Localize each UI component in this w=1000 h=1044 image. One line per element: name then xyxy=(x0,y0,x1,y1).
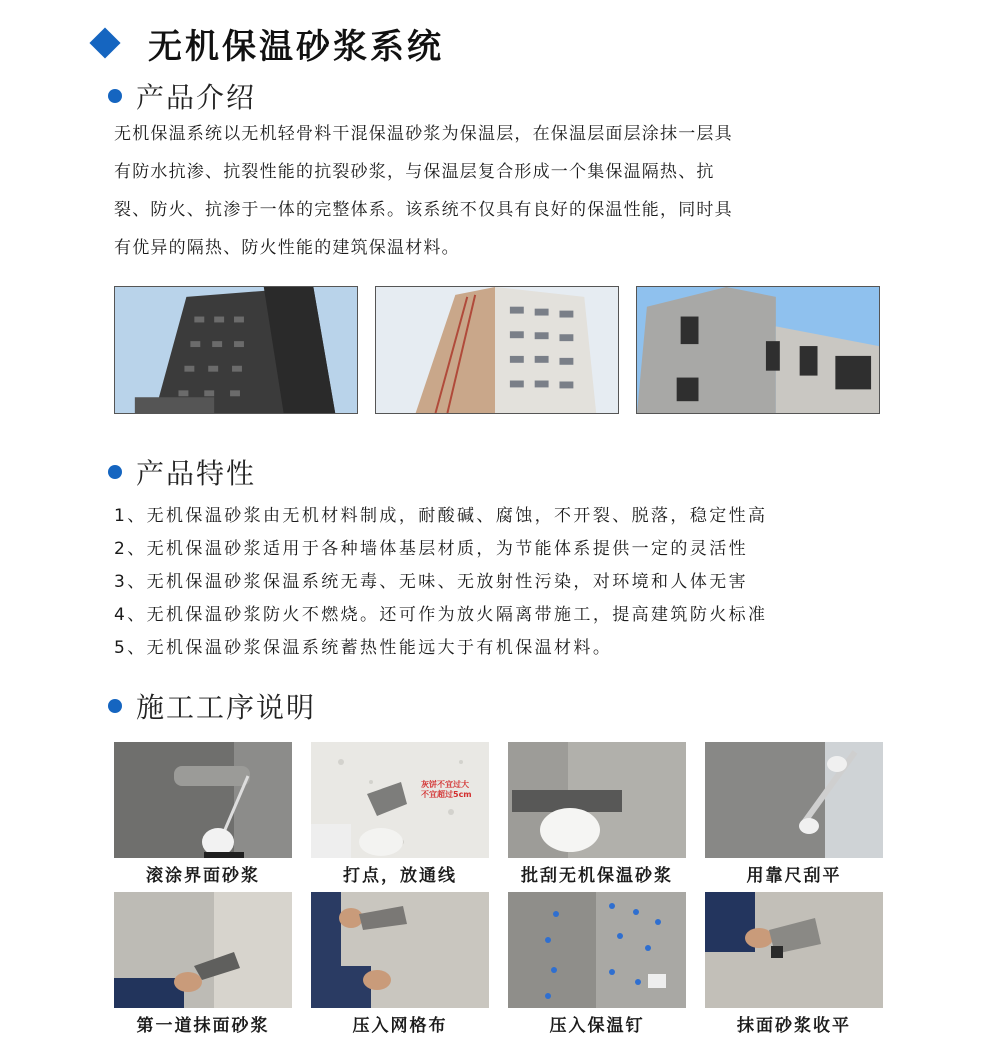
process-step xyxy=(508,892,686,1042)
building-photo-row xyxy=(114,286,880,414)
feature-item: 4、无机保温砂浆防火不燃烧。还可作为放火隔离带施工，提高建筑防火标准 xyxy=(114,605,768,625)
step-photo-mesh xyxy=(311,892,489,1008)
step-label: 抹面砂浆收平 xyxy=(737,1016,851,1036)
intro-line: 裂、防火、抗渗于一体的完整体系。该系统不仅具有良好的保温性能，同时具 xyxy=(114,200,733,220)
section-title: 施工工序说明 xyxy=(136,691,317,724)
step-photo-leveling xyxy=(705,742,883,858)
process-step xyxy=(705,892,883,1042)
feature-item: 5、无机保温砂浆保温系统蓄热性能远大于有机保温材料。 xyxy=(114,638,613,658)
process-step xyxy=(508,742,686,892)
section-title: 产品介绍 xyxy=(136,81,257,114)
building-photo-dark-facade xyxy=(114,286,358,414)
page-title: 无机保温砂浆系统 xyxy=(148,26,444,67)
dot-bullet-icon xyxy=(108,89,122,103)
step-label: 压入网格布 xyxy=(352,1016,448,1036)
process-step xyxy=(114,742,292,892)
dot-bullet-icon xyxy=(108,699,122,713)
step-photo-anchors xyxy=(508,892,686,1008)
feature-item: 1、无机保温砂浆由无机材料制成，耐酸碱、腐蚀，不开裂、脱落，稳定性高 xyxy=(114,506,768,526)
feature-item: 3、无机保温砂浆保温系统无毒、无味、无放射性污染，对环境和人体无害 xyxy=(114,572,749,592)
process-step xyxy=(311,892,489,1042)
dot-bullet-icon xyxy=(108,465,122,479)
step-photo-first-coat xyxy=(114,892,292,1008)
section-heading-intro xyxy=(108,76,256,116)
intro-paragraph xyxy=(114,120,834,272)
photo-annotation: 灰饼不宜过大 不宜超过5cm xyxy=(421,780,472,799)
process-step xyxy=(311,742,489,892)
section-heading-features xyxy=(108,452,256,492)
building-photo-grey-wall xyxy=(636,286,880,414)
step-label: 打点，放通线 xyxy=(343,866,457,886)
section-heading-process xyxy=(108,686,316,726)
step-label: 用靠尺刮平 xyxy=(746,866,842,886)
step-photo-scraping xyxy=(508,742,686,858)
step-photo-finishing xyxy=(705,892,883,1008)
process-step xyxy=(114,892,292,1042)
feature-list xyxy=(114,502,767,667)
step-label: 滚涂界面砂浆 xyxy=(146,866,260,886)
section-title: 产品特性 xyxy=(136,457,257,490)
intro-line: 有防水抗渗、抗裂性能的抗裂砂浆，与保温层复合形成一个集保温隔热、抗 xyxy=(114,162,715,182)
step-photo-dabbing xyxy=(311,742,489,858)
feature-item: 2、无机保温砂浆适用于各种墙体基层材质，为节能体系提供一定的灵活性 xyxy=(114,539,749,559)
building-photo-tower xyxy=(375,286,619,414)
step-label: 第一道抹面砂浆 xyxy=(136,1016,270,1036)
step-label: 压入保温钉 xyxy=(549,1016,645,1036)
process-step xyxy=(705,742,883,892)
intro-line: 有优异的隔热、防火性能的建筑保温材料。 xyxy=(114,238,460,258)
step-label: 批刮无机保温砂浆 xyxy=(521,866,673,886)
diamond-bullet-icon xyxy=(89,27,120,58)
title-row xyxy=(88,18,444,68)
step-photo-roller xyxy=(114,742,292,858)
intro-line: 无机保温系统以无机轻骨料干混保温砂浆为保温层，在保温层面层涂抹一层具 xyxy=(114,124,733,144)
process-steps-grid xyxy=(114,742,883,1042)
